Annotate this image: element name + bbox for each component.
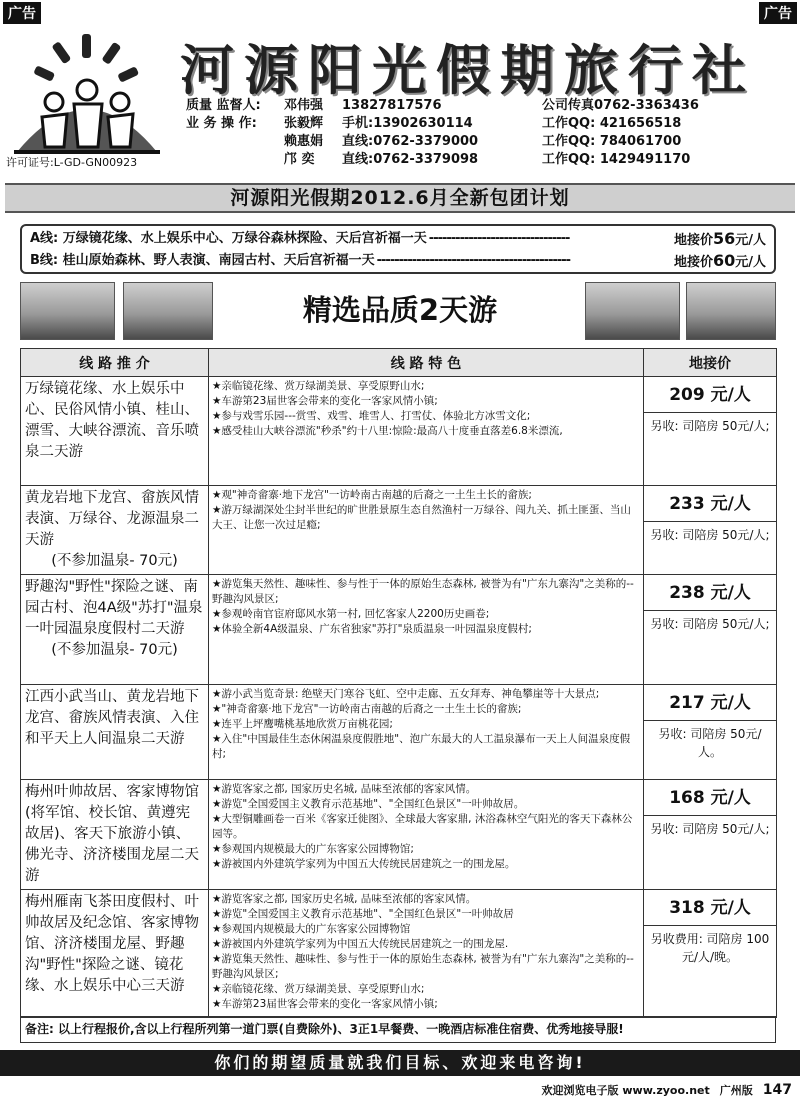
tour-plan-banner: 河源阳光假期2012.6月全新包团计划 xyxy=(5,183,795,213)
route-name: 江西小武当山、黄龙岩地下龙宫、畲族风情表演、入住和平天上人间温泉二天游 xyxy=(21,685,209,780)
scenic-photo xyxy=(585,282,680,340)
feature-item: ★游览集天然性、趣味性、参与性于一体的原始生态森林, 被誉为有"广东九寨沟"之美称的--野趣沟风景区; xyxy=(212,953,634,980)
route-extra-fee: 另收: 司陪房 50元/人; xyxy=(650,419,770,433)
feature-item: ★参观国内规模最大的广东客家公园博物馆; xyxy=(212,843,414,855)
feature-item: ★参与戏雪乐园---赏雪、戏雪、堆雪人、打雪仗、体验北方冰雪文化; xyxy=(212,410,531,422)
route-name: 梅州雁南飞茶田度假村、叶帅故居及纪念馆、客家博物馆、济济楼围龙屋、野趣沟"野性"探险之谜、镜花缘、水上娱乐中心三天游 xyxy=(21,890,209,1018)
feature-item: ★参观岭南官宦府邸风水第一村, 回忆客家人2200历史画卷; xyxy=(212,608,490,620)
feature-item: ★"神奇畲寨·地下龙宫"一访岭南古南越的后裔之一土生土长的畲族; xyxy=(212,703,522,715)
contact-right: 工作QQ: 1429491170 xyxy=(542,152,691,167)
contact-name: 张毅辉 xyxy=(284,116,324,131)
line-name: A线: 万绿镜花缘、水上娱乐中心、万绿谷森林探险、天后宫祈福一天 xyxy=(30,231,427,246)
feature-item: ★观"神奇畲寨·地下龙宫"一访岭南古南越的后裔之一土生土长的畲族; xyxy=(212,489,532,501)
route-features xyxy=(209,575,644,685)
contact-name: 邓伟强 xyxy=(284,98,324,113)
route-name: 万绿镜花缘、水上娱乐中心、民俗风情小镇、桂山、漂雪、大峡谷漂流、音乐喷泉二天游 xyxy=(21,377,209,486)
route-price: 209 元/人 xyxy=(644,377,776,413)
feature-item: ★游览客家之都, 国家历史名城, 品味至浓郁的客家风情。 xyxy=(212,893,477,905)
price-note: 备注: 以上行程报价,含以上行程所列第一道门票(自费除外)、3正1早餐费、一晚酒店标准住宿费、优秀地接导服! xyxy=(20,1016,776,1043)
company-name: 河源阳光假期旅行社 xyxy=(180,38,756,102)
feature-item: ★游览"全国爱国主义教育示范基地"、"全国红色景区"一叶帅故居。 xyxy=(212,798,525,810)
route-extra-fee: 另收: 司陪房 50元/人; xyxy=(650,528,770,542)
route-price: 168 元/人 xyxy=(644,780,776,816)
route-features xyxy=(209,377,644,486)
sun-family-logo-icon xyxy=(12,32,162,167)
route-price-cell xyxy=(644,780,777,890)
route-extra-fee: 另收费用: 司陪房 100元/人/晚。 xyxy=(650,932,770,964)
contact-number: 13827817576 xyxy=(342,98,442,113)
route-features xyxy=(209,486,644,575)
feature-item: ★游览"全国爱国主义教育示范基地"、"全国红色景区"一叶帅故居 xyxy=(212,908,514,920)
route-features xyxy=(209,685,644,780)
line-dash: -------------------------------- xyxy=(428,231,570,246)
table-header-row xyxy=(21,349,777,377)
slogan-bar: 你们的期望质量就我们目标、欢迎来电咨询! xyxy=(0,1050,800,1076)
route-name: 梅州叶帅故居、客家博物馆(将军馆、校长馆、黄遵宪故居)、客天下旅游小镇、佛光寺、济济楼围龙屋二天游 xyxy=(21,780,209,890)
route-table xyxy=(20,348,777,1018)
feature-item: ★游览集天然性、趣味性、参与性于一体的原始生态森林, 被誉为有"广东九寨沟"之美称的--野趣沟风景区; xyxy=(212,578,634,605)
contact-role xyxy=(186,133,284,151)
contact-row xyxy=(186,115,792,133)
contact-role: 业 务 操 作: xyxy=(186,116,257,131)
route-price: 238 元/人 xyxy=(644,575,776,611)
feature-item: ★大型铜雕画卷一百米《客家迁徙图》、全球最大客家鼎, 沐浴森林空气阳光的客天下森林公园等。 xyxy=(212,813,633,840)
feature-item: ★游被国内外建筑学家列为中国五大传统民居建筑之一的围龙屋. xyxy=(212,938,509,950)
header xyxy=(0,22,800,172)
page-footer xyxy=(542,1082,792,1098)
feature-item: ★游万绿湖深处尘封半世纪的旷世胜景原生态自然渔村一万绿谷、闯九关、抓土匪蛋、当山大王、让您一次过足瘾; xyxy=(212,504,631,531)
route-extra-fee: 另收: 司陪房 50元/人; xyxy=(650,822,770,836)
contact-row xyxy=(186,151,792,169)
feature-title: 精选品质2天游 xyxy=(302,293,498,327)
route-name-sub: (不参加温泉- 70元) xyxy=(51,553,178,569)
table-row xyxy=(21,890,777,1018)
route-name-sub: (不参加温泉- 70元) xyxy=(51,642,178,658)
route-name xyxy=(21,575,209,685)
line-a xyxy=(30,228,766,250)
scenic-photo xyxy=(20,282,115,340)
feature-item: ★感受桂山大峡谷漂流"秒杀"约十八里:惊险:最高八十度垂直落差6.8米漂流, xyxy=(212,425,563,437)
feature-item: ★连平上坪鹰嘴桃基地欣赏万亩桃花园; xyxy=(212,718,393,730)
line-name: B线: 桂山原始森林、野人表演、南园古村、天后宫祈福一天 xyxy=(30,253,375,268)
contact-list xyxy=(186,97,792,169)
header-features: 线 路 特 色 xyxy=(209,349,644,377)
table-row xyxy=(21,780,777,890)
table-row xyxy=(21,575,777,685)
feature-item: ★游被国内外建筑学家列为中国五大传统民居建筑之一的围龙屋。 xyxy=(212,858,516,870)
day-tour-lines xyxy=(20,224,776,274)
route-price: 217 元/人 xyxy=(644,685,776,721)
contact-number: 13902630114 xyxy=(373,116,473,131)
contact-right: 工作QQ: 421656518 xyxy=(542,116,682,131)
route-name-text: 黄龙岩地下龙宫、畲族风情表演、万绿谷、龙源温泉二天游 xyxy=(25,490,199,548)
route-price: 318 元/人 xyxy=(644,890,776,926)
ad-label-right: 广告 xyxy=(759,2,797,24)
route-price-cell xyxy=(644,486,777,575)
line-dash: -------------------------------------------- xyxy=(376,253,571,268)
route-features xyxy=(209,890,644,1018)
route-extra-fee: 另收: 司陪房 50元/人; xyxy=(650,617,770,631)
line-price: 60 xyxy=(712,251,736,270)
feature-item: ★游小武当览奇景: 绝壁天门寒谷飞虹、空中走廊、五女拜寿、神龟攀崖等十大景点; xyxy=(212,688,600,700)
table-row xyxy=(21,377,777,486)
route-price: 233 元/人 xyxy=(644,486,776,522)
contact-label: 直线: xyxy=(342,152,374,167)
line-price-prefix: 地接价 xyxy=(673,255,713,270)
footer-site: 欢迎浏览电子版 www.zyoo.net xyxy=(541,1084,710,1097)
contact-number: 0762-3379098 xyxy=(373,152,479,167)
feature-item: ★入住"中国最佳生态休闲温泉度假胜地"、泡广东最大的人工温泉瀑布一天上人间温泉度假村; xyxy=(212,733,631,760)
route-price-cell xyxy=(644,685,777,780)
table-row xyxy=(21,685,777,780)
contact-role: 质量 监督人: xyxy=(186,98,261,113)
feature-item: ★车游第23届世客会带来的变化一客家风情小镇; xyxy=(212,395,438,407)
scenic-photo xyxy=(686,282,776,340)
line-price-prefix: 地接价 xyxy=(673,233,713,248)
route-features xyxy=(209,780,644,890)
route-name-text: 野趣沟"野性"探险之谜、南园古村、泡4A级"苏打"温泉一叶园温泉度假村二天游 xyxy=(25,579,203,637)
contact-label: 手机: xyxy=(342,116,374,131)
feature-item: ★亲临镜花缘、赏万绿湖美景、享受原野山水; xyxy=(212,983,425,995)
route-name xyxy=(21,486,209,575)
feature-item: ★车游第23届世客会带来的变化一客家风情小镇; xyxy=(212,998,438,1010)
header-price: 地接价 xyxy=(644,349,777,377)
header-route: 线 路 推 介 xyxy=(21,349,209,377)
contact-number: 0762-3379000 xyxy=(373,134,479,149)
route-price-cell xyxy=(644,575,777,685)
license-number: 许可证号:L-GD-GN00923 xyxy=(6,156,138,169)
footer-edition: 广州版 xyxy=(719,1084,753,1097)
feature-row xyxy=(20,280,776,344)
line-price: 56 xyxy=(712,229,736,248)
contact-label: 直线: xyxy=(342,134,374,149)
feature-item: ★参观国内规模最大的广东客家公园博物馆 xyxy=(212,923,411,935)
contact-role xyxy=(186,151,284,169)
feature-item: ★亲临镜花缘、赏万绿湖美景、享受原野山水; xyxy=(212,380,425,392)
line-price-suffix: 元/人 xyxy=(735,255,766,270)
contact-name: 赖惠娟 xyxy=(284,134,324,149)
page-number: 147 xyxy=(762,1082,792,1098)
route-price-cell xyxy=(644,377,777,486)
contact-right: 工作QQ: 784061700 xyxy=(542,134,682,149)
contact-name: 邝 奕 xyxy=(284,152,315,167)
line-price-suffix: 元/人 xyxy=(735,233,766,248)
scenic-photo xyxy=(123,282,213,340)
contact-row xyxy=(186,133,792,151)
route-price-cell xyxy=(644,890,777,1018)
table-row xyxy=(21,486,777,575)
feature-item: ★游览客家之都, 国家历史名城, 品味至浓郁的客家风情。 xyxy=(212,783,477,795)
route-extra-fee: 另收: 司陪房 50元/人。 xyxy=(658,727,762,759)
contact-row xyxy=(186,97,792,115)
ad-label-left: 广告 xyxy=(3,2,41,24)
feature-item: ★体验全新4A级温泉、广东省独家"苏打"泉质温泉一叶园温泉度假村; xyxy=(212,623,532,635)
line-b xyxy=(30,250,766,272)
contact-right: 公司传真0762-3363436 xyxy=(542,98,699,113)
